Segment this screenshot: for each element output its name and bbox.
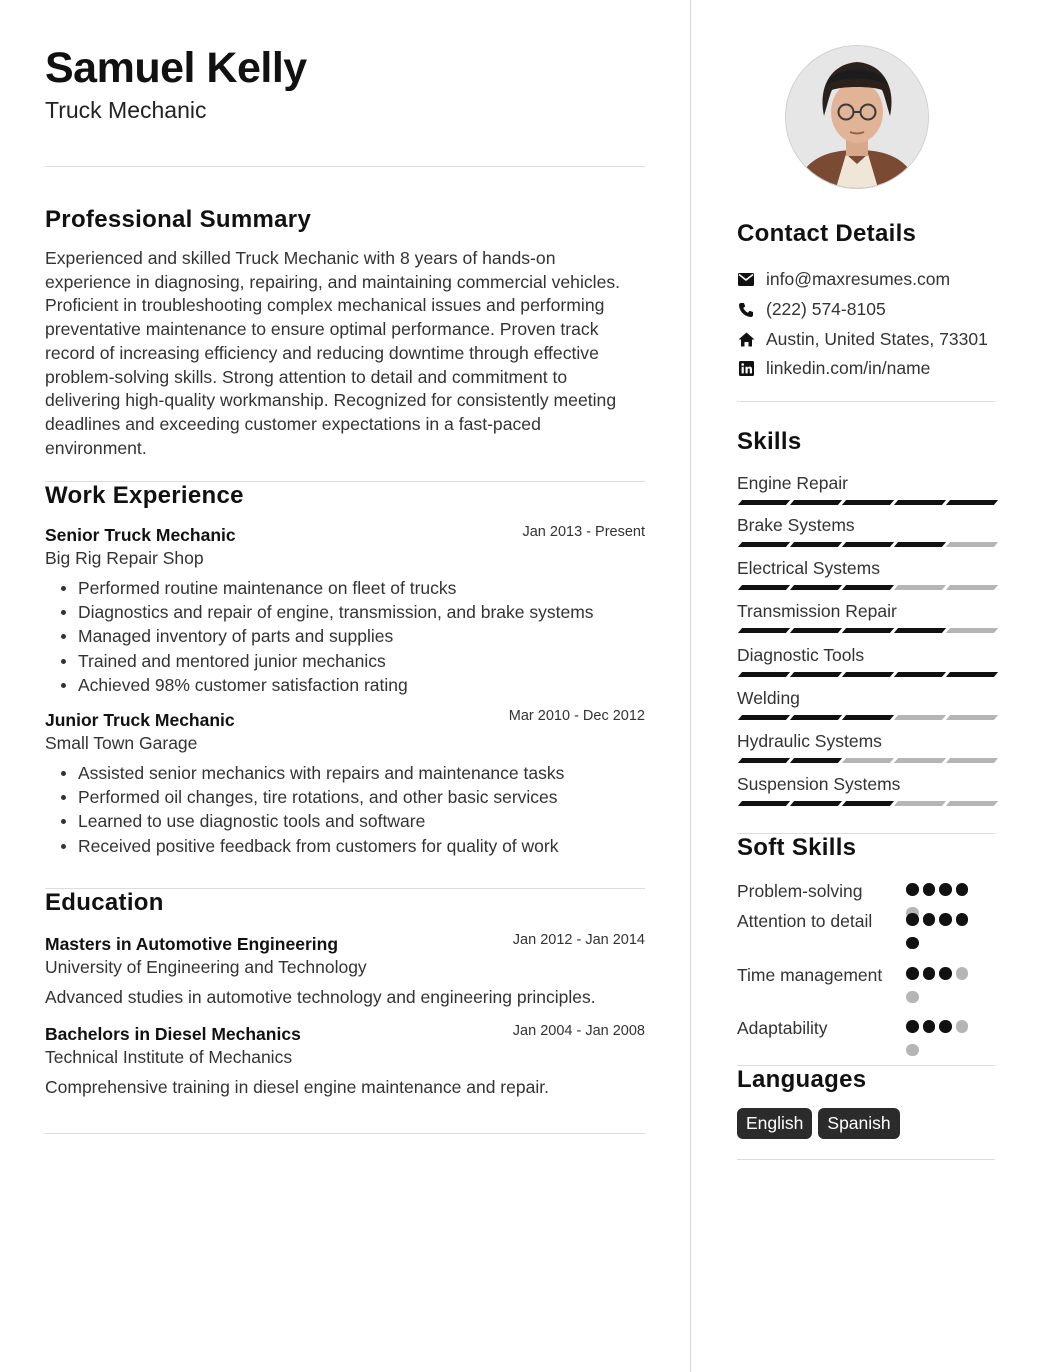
skill-segment-filled (894, 628, 946, 633)
contact-heading: Contact Details (737, 220, 917, 247)
rating-dot-empty (906, 1044, 919, 1057)
soft-skill-rating (906, 913, 981, 949)
soft-skill-rating (906, 1020, 981, 1056)
bullet-item: Assisted senior mechanics with repairs and maintenance tasks (78, 761, 564, 785)
rating-dot-filled (939, 967, 952, 980)
job-company: Big Rig Repair Shop (45, 548, 204, 568)
candidate-name: Samuel Kelly (45, 44, 307, 92)
job-date: Jan 2013 - Present (522, 524, 645, 540)
summary-text: Experienced and skilled Truck Mechanic with 8 years of hands-on experience in diagnosing, repairing, and maintaining commercial vehicles. Proficient in troubleshooting complex mechanical issues and performing preventative maintenance to ensure optimal performance. Proven track record of increasing efficiency and reducing downtime through effective problem-solving skills. Strong attention to detail and commitment to delivering high-quality workmanship. Recognized for consistently meeting deadlines and exceeding customer expectations in a fast-paced environment. (45, 248, 621, 458)
rating-dot-filled (906, 1020, 919, 1033)
education-date: Jan 2012 - Jan 2014 (512, 932, 645, 948)
email-text: info@maxresumes.com (766, 269, 951, 289)
skill-name: Engine Repair (737, 473, 848, 493)
skill-segment-filled (738, 801, 790, 806)
candidate-title: Truck Mechanic (45, 97, 207, 123)
rating-dot-filled (906, 883, 919, 896)
rating-dot-filled (939, 913, 952, 926)
soft-skill-name: Adaptability (737, 1018, 828, 1038)
skill-segment-empty (946, 715, 998, 720)
bullet-item: Received positive feedback from customers for quality of work (78, 834, 564, 858)
skill-segment-empty (946, 542, 998, 547)
rating-dot-filled (923, 913, 936, 926)
skill-level-bar (740, 801, 996, 806)
rating-dot-filled (956, 913, 969, 926)
skill-segment-filled (894, 542, 946, 547)
skill-name: Electrical Systems (737, 558, 880, 578)
skill-segment-filled (738, 715, 790, 720)
skill-name: Transmission Repair (737, 601, 897, 621)
soft-skill-rating (906, 967, 981, 1003)
rating-dot-filled (906, 967, 919, 980)
bullet-item: Learned to use diagnostic tools and software (78, 809, 564, 833)
skill-level-bar (740, 542, 996, 547)
skill-name: Suspension Systems (737, 774, 901, 794)
job-bullets (45, 576, 594, 697)
skill-segment-filled (738, 585, 790, 590)
skill-segment-filled (738, 500, 790, 505)
contact-phone[interactable] (737, 299, 886, 320)
skill-level-bar (740, 585, 996, 590)
skill-segment-filled (894, 672, 946, 677)
skill-name: Diagnostic Tools (737, 645, 865, 665)
skill-name: Hydraulic Systems (737, 731, 882, 751)
skill-segment-filled (738, 672, 790, 677)
experience-heading: Work Experience (45, 482, 244, 509)
soft-skills-heading: Soft Skills (737, 834, 857, 861)
skill-segment-filled (842, 500, 894, 505)
skill-segment-filled (894, 500, 946, 505)
school-name: Technical Institute of Mechanics (45, 1047, 293, 1067)
soft-skill-name: Time management (737, 965, 883, 985)
phone-text: (222) 574-8105 (766, 299, 886, 319)
languages-list (737, 1108, 900, 1139)
bullet-item: Performed routine maintenance on fleet of trucks (78, 576, 594, 600)
degree-title: Bachelors in Diesel Mechanics (45, 1024, 301, 1044)
rating-dot-filled (923, 967, 936, 980)
address-text: Austin, United States, 73301 (766, 329, 988, 349)
language-tag: English (737, 1108, 812, 1139)
education-heading: Education (45, 889, 164, 916)
rating-dot-filled (956, 883, 969, 896)
skill-level-bar (740, 628, 996, 633)
bullet-item: Achieved 98% customer satisfaction rating (78, 673, 594, 697)
skill-segment-filled (842, 801, 894, 806)
skill-segment-empty (894, 758, 946, 763)
home-icon (737, 331, 755, 349)
contact-linkedin[interactable] (737, 358, 930, 379)
skill-segment-filled (790, 801, 842, 806)
job-bullets (45, 761, 564, 858)
degree-title: Masters in Automotive Engineering (45, 934, 339, 954)
skill-segment-empty (894, 585, 946, 590)
education-date: Jan 2004 - Jan 2008 (512, 1023, 645, 1039)
skill-segment-filled (842, 542, 894, 547)
linkedin-icon (737, 360, 755, 378)
skill-level-bar (740, 758, 996, 763)
skill-segment-empty (842, 758, 894, 763)
job-company: Small Town Garage (45, 733, 198, 753)
divider (737, 401, 995, 402)
rating-dot-empty (906, 991, 919, 1004)
rating-dot-filled (939, 883, 952, 896)
contact-address (737, 329, 988, 350)
skill-segment-filled (738, 758, 790, 763)
skills-heading: Skills (737, 428, 802, 455)
skill-segment-filled (842, 628, 894, 633)
skill-segment-empty (894, 801, 946, 806)
skill-segment-filled (842, 585, 894, 590)
skill-segment-filled (790, 542, 842, 547)
skill-segment-empty (946, 758, 998, 763)
rating-dot-filled (923, 883, 936, 896)
skill-segment-empty (946, 801, 998, 806)
skill-level-bar (740, 672, 996, 677)
soft-skill-name: Attention to detail (737, 911, 873, 931)
bullet-item: Performed oil changes, tire rotations, and other basic services (78, 785, 564, 809)
summary-heading: Professional Summary (45, 206, 312, 233)
skill-segment-filled (790, 715, 842, 720)
phone-icon (737, 301, 755, 319)
skill-segment-filled (946, 672, 998, 677)
soft-skill-name: Problem-solving (737, 881, 863, 901)
rating-dot-filled (906, 937, 919, 950)
skill-segment-empty (946, 585, 998, 590)
skill-name: Welding (737, 688, 800, 708)
rating-dot-empty (956, 1020, 969, 1033)
rating-dot-filled (906, 913, 919, 926)
skill-segment-filled (842, 715, 894, 720)
skill-segment-filled (738, 542, 790, 547)
skill-segment-filled (842, 672, 894, 677)
skill-level-bar (740, 715, 996, 720)
languages-heading: Languages (737, 1066, 867, 1093)
skill-name: Brake Systems (737, 515, 855, 535)
skill-segment-filled (790, 672, 842, 677)
skill-segment-empty (894, 715, 946, 720)
divider (737, 1159, 995, 1160)
rating-dot-empty (956, 967, 969, 980)
job-title: Junior Truck Mechanic (45, 710, 235, 730)
column-divider (690, 0, 691, 1372)
rating-dot-filled (923, 1020, 936, 1033)
skill-segment-empty (946, 628, 998, 633)
school-name: University of Engineering and Technology (45, 957, 367, 977)
job-title: Senior Truck Mechanic (45, 525, 236, 545)
bullet-item: Diagnostics and repair of engine, transmission, and brake systems (78, 600, 594, 624)
contact-email[interactable] (737, 269, 950, 290)
skill-segment-filled (946, 500, 998, 505)
envelope-icon (737, 271, 755, 289)
skill-level-bar (740, 500, 996, 505)
job-date: Mar 2010 - Dec 2012 (508, 708, 645, 724)
profile-photo (785, 45, 929, 189)
education-description: Comprehensive training in diesel engine maintenance and repair. (45, 1077, 549, 1097)
skill-segment-filled (790, 500, 842, 505)
divider (45, 166, 645, 167)
bullet-item: Trained and mentored junior mechanics (78, 649, 594, 673)
skill-segment-filled (738, 628, 790, 633)
profile-photo-illustration (786, 46, 928, 188)
bullet-item: Managed inventory of parts and supplies (78, 624, 594, 648)
education-description: Advanced studies in automotive technology and engineering principles. (45, 987, 596, 1007)
divider (45, 1133, 645, 1134)
skill-segment-filled (790, 758, 842, 763)
skill-segment-filled (790, 585, 842, 590)
language-tag: Spanish (818, 1108, 899, 1139)
rating-dot-filled (939, 1020, 952, 1033)
skill-segment-filled (790, 628, 842, 633)
linkedin-text: linkedin.com/in/name (766, 358, 931, 378)
